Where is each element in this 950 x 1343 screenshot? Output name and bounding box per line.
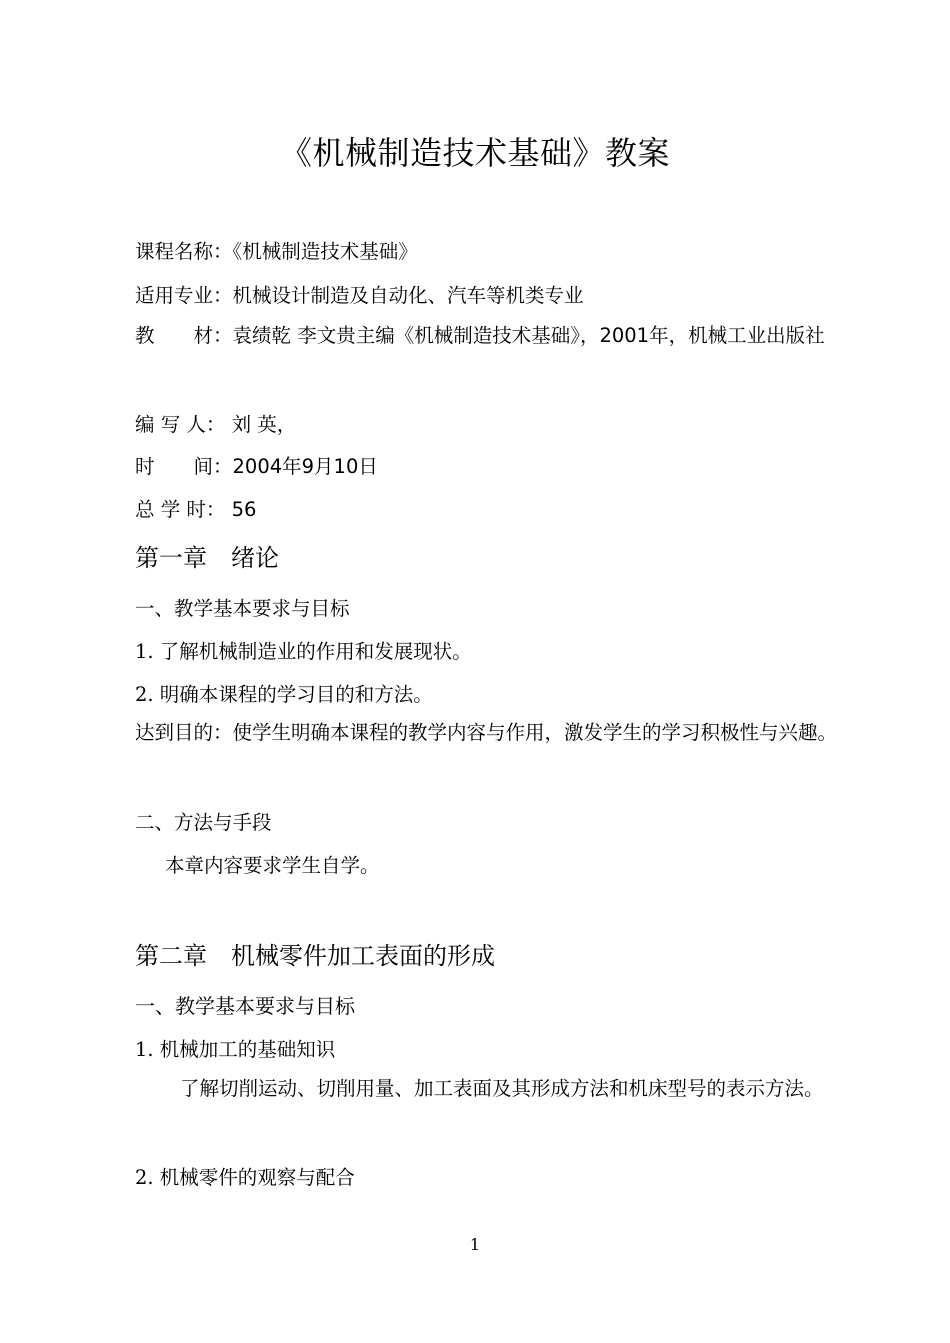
chapter1-goal: 达到目的：使学生明确本课程的教学内容与作用，激发学生的学习积极性与兴趣。	[135, 721, 838, 744]
chapter2-item2: 2. 机械零件的观察与配合	[135, 1166, 355, 1189]
chapter1-section1: 一、教学基本要求与目标	[135, 597, 350, 620]
chapter1-title: 第一章 绪论	[135, 544, 279, 572]
textbook-line	[135, 314, 863, 357]
textbook-label: 教 材：	[135, 324, 233, 347]
chapter1-method: 本章内容要求学生自学。	[165, 854, 380, 877]
major-line: 适用专业：机械设计制造及自动化、汽车等机类专业	[135, 284, 584, 307]
course-name-line: 课程名称：《机械制造技术基础》	[135, 240, 418, 263]
page-number: 1	[469, 1235, 481, 1254]
chapter1-item2: 2. 明确本课程的学习目的和方法。	[135, 683, 433, 706]
document-title: 《机械制造技术基础》教案	[279, 134, 670, 172]
chapter1-section2: 二、方法与手段	[135, 811, 272, 834]
chapter1-item1: 1. 了解机械制造业的作用和发展现状。	[135, 640, 472, 663]
author-line: 编 写 人： 刘 英，	[135, 413, 297, 436]
chapter2-item1-desc: 了解切削运动、切削用量、加工表面及其形成方法和机床型号的表示方法。	[180, 1077, 824, 1100]
date-line: 时 间：2004年9月10日	[135, 455, 378, 478]
chapter2-section1: 一、教学基本要求与目标	[135, 994, 355, 1018]
chapter2-item1: 1. 机械加工的基础知识	[135, 1038, 336, 1061]
hours-line: 总 学 时： 56	[135, 498, 257, 521]
chapter2-title: 第二章 机械零件加工表面的形成	[135, 942, 495, 970]
textbook-value: 袁绩乾 李文贵主编《机械制造技术基础》，2001年，机械工业出版社	[232, 324, 825, 347]
